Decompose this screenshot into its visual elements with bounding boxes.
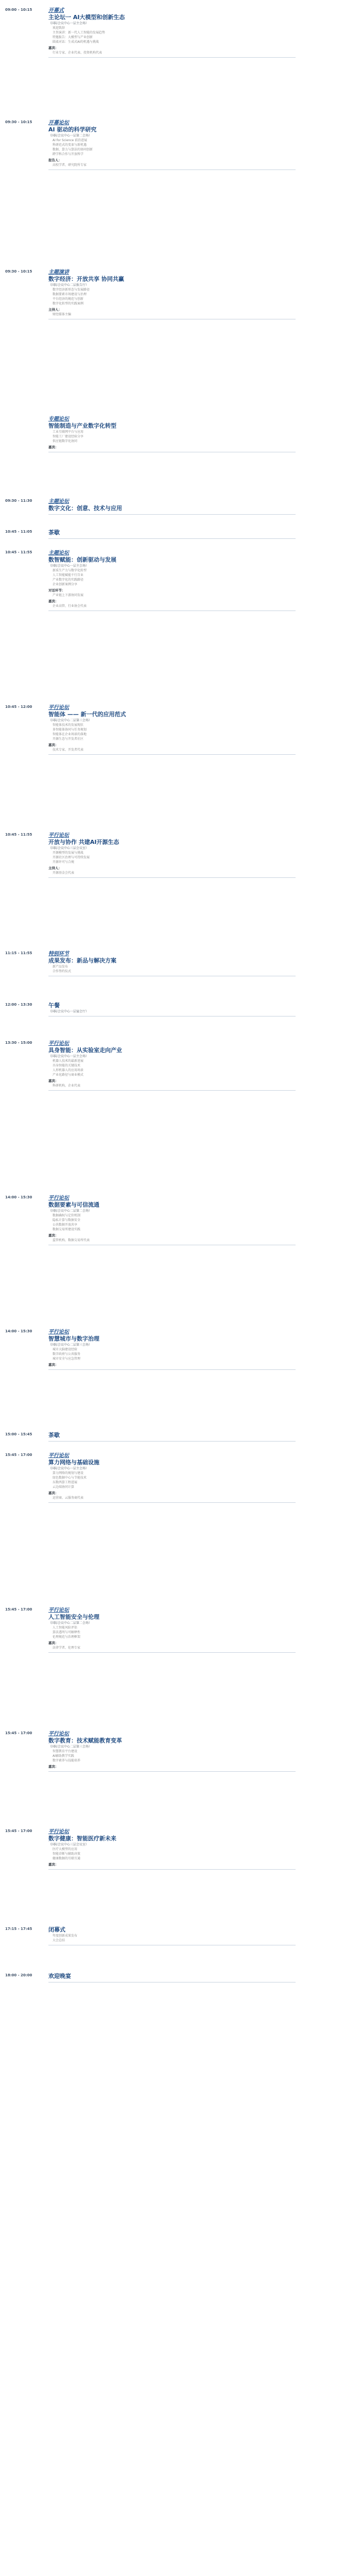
- session-line: 年度创新成果发布: [53, 1934, 78, 1938]
- session-line: 东数西算工程进展: [53, 1481, 78, 1484]
- session-tag: 平行论坛: [48, 833, 69, 838]
- session-line: 具身智能的关键技术: [53, 1064, 81, 1067]
- session-label: 嘉宾：: [48, 46, 59, 50]
- agenda-session: [0, 7, 345, 120]
- session-title: 数据要素与可信流通: [48, 1201, 99, 1208]
- agenda-session: [0, 1828, 345, 1926]
- session-tag: 平行论坛: [48, 1041, 69, 1046]
- session-line: （国际会议中心三层会议室）: [48, 1843, 89, 1846]
- session-line: （国际会议中心二层第三会场）: [48, 1745, 92, 1749]
- session-line: 云边端协同计算: [53, 1485, 75, 1489]
- session-label: 嘉宾：: [48, 1233, 59, 1238]
- session-time: 15:45 - 17:00: [5, 1453, 32, 1457]
- session-line: （国际会议中心一层宴会厅）: [48, 1010, 89, 1013]
- session-tag: 平行论坛: [48, 1607, 69, 1613]
- session-line: 隐私计算与数据安全: [53, 1218, 81, 1222]
- session-divider: [48, 514, 296, 515]
- session-line: （国际会议中心一层主会场）: [48, 1055, 89, 1058]
- session-time: 09:30 - 10:15: [5, 120, 32, 124]
- session-time: 14:00 - 15:30: [5, 1329, 32, 1333]
- session-line: 企业创新案例分享: [53, 583, 78, 586]
- session-time: 17:15 - 17:45: [5, 1927, 32, 1931]
- session-line: 数据交易所建设实践: [53, 1228, 81, 1231]
- session-tag: 特别环节: [48, 951, 69, 957]
- session-tag: 平行论坛: [48, 1453, 69, 1459]
- session-line: 数据、算力与算法的协同创新: [53, 148, 93, 151]
- session-line: 医疗大模型的应用: [53, 1848, 78, 1851]
- session-line: 高校学者、研究院所专家: [53, 163, 87, 167]
- session-line: 开源生态与开发者社区: [53, 737, 84, 741]
- session-line: 新产品发布: [53, 965, 68, 969]
- session-line: 智能体在企业场景的落地: [53, 733, 87, 736]
- session-line: 工业互联网平台与应用: [53, 430, 84, 434]
- session-line: 产业数字化的实践路径: [53, 578, 84, 582]
- session-line: 运营商、云服务商代表: [53, 1496, 84, 1500]
- session-time: 09:30 - 10:15: [5, 269, 32, 274]
- session-tag: 开幕式: [48, 8, 64, 13]
- session-tag: 平行论坛: [48, 1731, 69, 1737]
- session-title: 智能制造与产业数字化转型: [48, 422, 116, 429]
- session-line: 开源社区治理与可持续发展: [53, 856, 90, 859]
- agenda-session: [0, 1040, 345, 1195]
- agenda-session: [0, 1452, 345, 1607]
- session-time: 15:45 - 17:00: [5, 1829, 32, 1833]
- session-line: 人工智能赋能千行百业: [53, 573, 84, 577]
- session-line: 公共数据开放共享: [53, 1223, 78, 1227]
- session-line: 健康数据的互联互通: [53, 1857, 81, 1860]
- session-line: 企业高管、行业协会代表: [53, 604, 87, 608]
- session-line: （国际会议中心一层第二会场）: [48, 134, 92, 138]
- session-line: 算力网络的规划与建设: [53, 1471, 84, 1475]
- session-line: 城市安全与应急管理: [53, 1357, 81, 1361]
- session-line: 产业链上下游协同发展: [53, 594, 84, 597]
- session-title: 数字教育：技术赋能教育变革: [48, 1737, 122, 1744]
- session-line: 欢迎致辞: [53, 26, 65, 30]
- session-divider: [48, 1502, 296, 1503]
- session-line: 平台经济的规范与创新: [53, 297, 84, 301]
- session-tag: 平行论坛: [48, 705, 69, 710]
- session-line: 数字政府与公共服务: [53, 1352, 81, 1356]
- session-line: 技术专家、开发者代表: [53, 748, 84, 752]
- session-line: 绿色数据中心与节能技术: [53, 1476, 87, 1480]
- session-line: 城市大脑建设经验: [53, 1348, 78, 1351]
- session-line: （国际会议中心三层会议室）: [48, 846, 89, 850]
- session-title: 数字文化：创意、技术与应用: [48, 505, 122, 512]
- session-line: 智能工厂建设经验分享: [53, 435, 84, 438]
- session-line: 科研范式的变革与新机遇: [53, 143, 87, 147]
- session-tag: 专题论坛: [48, 416, 69, 422]
- session-line: 数据确权与定价机制: [53, 1214, 81, 1217]
- agenda-session: [0, 550, 345, 704]
- session-line: （国际会议中心二层报告厅）: [48, 283, 89, 287]
- agenda-session: [0, 704, 345, 832]
- session-label: 嘉宾：: [48, 743, 59, 747]
- session-label: 主持人：: [48, 308, 62, 312]
- session-title: 智能体 —— 新一代的应用范式: [48, 711, 126, 718]
- agenda-list: [0, 7, 345, 2004]
- session-time: 10:45 - 11:05: [5, 530, 32, 534]
- session-time: 15:45 - 17:00: [5, 1607, 32, 1612]
- session-divider: [48, 1090, 296, 1091]
- agenda-session: [0, 832, 345, 951]
- session-label: 主持人：: [48, 866, 62, 870]
- session-line: 行业专家、企业代表、投资机构代表: [53, 51, 102, 55]
- session-line: 算法透明与可解释性: [53, 1631, 81, 1634]
- session-line: AI for Science 前沿进展: [53, 139, 88, 142]
- session-line: （国际会议中心二层第二会场）: [48, 1621, 92, 1625]
- session-title: 智慧城市与数字治理: [48, 1335, 99, 1342]
- session-line: 数字经济新形态与发展路径: [53, 288, 90, 292]
- session-line: 数字化转型的实践案例: [53, 302, 84, 306]
- session-title: AI 驱动的科学研究: [48, 126, 97, 133]
- session-time: 15:45 - 17:00: [5, 1731, 32, 1735]
- session-label: 报告人：: [48, 158, 62, 162]
- session-time: 15:00 - 15:45: [5, 1432, 32, 1436]
- session-label: 嘉宾：: [48, 445, 59, 449]
- agenda-session: [0, 498, 345, 529]
- session-tag: 平行论坛: [48, 1829, 69, 1835]
- session-line: 特邀报告：大模型与产业创新: [53, 36, 93, 39]
- agenda-session: [0, 951, 345, 1002]
- session-line: 人形机器人的应用场景: [53, 1069, 84, 1072]
- session-label: 嘉宾：: [48, 1862, 59, 1867]
- session-tag: 平行论坛: [48, 1195, 69, 1201]
- session-time: 13:30 - 15:00: [5, 1041, 32, 1045]
- session-line: 智慧教育平台建设: [53, 1750, 78, 1753]
- session-tag: 主题演讲: [48, 269, 69, 275]
- session-line: 开源基金会代表: [53, 871, 75, 875]
- session-tag: 主题论坛: [48, 550, 69, 556]
- session-line: 开源模型的发展与挑战: [53, 851, 84, 855]
- session-line: 主旨演讲：新一代人工智能的发展趋势: [53, 31, 106, 35]
- session-line: 智能诊断与辅助决策: [53, 1852, 81, 1856]
- session-time: 12:00 - 13:30: [5, 1003, 32, 1007]
- session-time: 10:45 - 11:55: [5, 833, 32, 837]
- session-time: 09:30 - 11:30: [5, 499, 32, 503]
- agenda-session: [0, 120, 345, 269]
- session-tag: 开幕论坛: [48, 120, 69, 126]
- session-title: 茶歇: [48, 1432, 60, 1438]
- agenda-session: [0, 529, 345, 550]
- session-divider: [48, 1869, 296, 1870]
- agenda-session: [0, 1926, 345, 1973]
- agenda-session: [0, 1432, 345, 1452]
- session-tag: 平行论坛: [48, 1329, 69, 1335]
- session-tag: 主题论坛: [48, 499, 69, 504]
- session-line: 大会总结: [53, 1939, 65, 1942]
- session-line: 合作签约仪式: [53, 970, 72, 973]
- session-line: 财经媒体主编: [53, 313, 72, 316]
- session-line: 科研机构、企业代表: [53, 1084, 81, 1088]
- session-line: （国际会议中心一层主会场）: [48, 1467, 89, 1470]
- agenda-session: [0, 1607, 345, 1731]
- agenda-session: [0, 269, 345, 416]
- session-label: 嘉宾：: [48, 1079, 59, 1083]
- session-line: 供应链数字化协同: [53, 439, 78, 443]
- session-time: 18:00 - 20:00: [5, 1973, 32, 1977]
- agenda-session: [0, 416, 345, 498]
- session-line: （国际会议中心一层主会场）: [48, 564, 89, 568]
- session-line: （国际会议中心一层主会场）: [48, 22, 89, 25]
- session-label: 嘉宾：: [48, 1491, 59, 1495]
- session-label: 嘉宾：: [48, 1641, 59, 1645]
- session-line: 圆桌对话：生成式AI的机遇与挑战: [53, 40, 99, 44]
- session-title: 人工智能安全与伦理: [48, 1614, 99, 1620]
- session-line: 跨学科合作与开放科学: [53, 152, 84, 156]
- session-title: 数字经济：开放共享 协同共赢: [48, 276, 124, 282]
- session-line: 多智能体协同与任务规划: [53, 728, 87, 732]
- session-line: 开源许可与合规: [53, 860, 75, 864]
- session-label: 对话环节：: [48, 588, 65, 592]
- agenda-session: [0, 1973, 345, 2004]
- session-title: 算力网络与基础设施: [48, 1459, 99, 1466]
- session-line: 伦理规范与治理框架: [53, 1635, 81, 1639]
- session-line: 数字素养与技能培养: [53, 1759, 81, 1762]
- agenda-session: [0, 1731, 345, 1828]
- session-divider: [48, 754, 296, 755]
- session-time: 14:00 - 15:30: [5, 1195, 32, 1199]
- session-line: 智能体技术的发展现状: [53, 723, 84, 727]
- session-title: 数智赋能：创新驱动与发展: [48, 556, 116, 563]
- session-line: 数据要素市场建设与治理: [53, 293, 87, 296]
- session-title: 具身智能：从实验室走向产业: [48, 1047, 122, 1054]
- session-time: 09:00 - 10:15: [5, 8, 32, 12]
- session-time: 10:45 - 12:00: [5, 705, 32, 709]
- session-title: 开放与协作 共建AI开源生态: [48, 839, 119, 845]
- session-line: （国际会议中心二层第三会场）: [48, 1343, 92, 1347]
- session-title: 主论坛一 AI大模型和创新生态: [48, 14, 125, 21]
- session-title: 午餐: [48, 1002, 60, 1009]
- session-divider: [48, 877, 296, 878]
- session-title: 成果发布：新品与解决方案: [48, 957, 116, 964]
- session-line: 监管机构、数据交易所代表: [53, 1239, 90, 1242]
- agenda-session: [0, 1002, 345, 1040]
- session-line: 新质生产力与数字化转型: [53, 569, 87, 572]
- session-time: 11:15 - 11:55: [5, 951, 32, 955]
- session-title: 欢迎晚宴: [48, 1973, 71, 1979]
- session-divider: [48, 1441, 296, 1442]
- session-divider: [48, 1652, 296, 1653]
- session-line: （国际会议中心二层第二会场）: [48, 1209, 92, 1213]
- session-time: 10:45 - 11:55: [5, 550, 32, 554]
- session-label: 嘉宾：: [48, 599, 59, 603]
- session-divider: [48, 538, 296, 539]
- session-label: 嘉宾：: [48, 1765, 59, 1769]
- session-line: 机器人技术的最新进展: [53, 1059, 84, 1063]
- session-line: 法律学者、伦理专家: [53, 1646, 81, 1650]
- session-divider: [48, 1369, 296, 1370]
- session-line: 人工智能风险评估: [53, 1626, 78, 1630]
- session-line: AI辅助教学实践: [53, 1754, 74, 1758]
- session-divider: [48, 57, 296, 58]
- session-title: 闭幕式: [48, 1926, 65, 1933]
- session-label: 嘉宾：: [48, 1363, 59, 1367]
- agenda-session: [0, 1329, 345, 1432]
- session-line: （国际会议中心二层第三会场）: [48, 719, 92, 722]
- session-title: 数字健康：智能医疗新未来: [48, 1835, 116, 1842]
- session-title: 茶歇: [48, 529, 60, 536]
- session-line: 产业化路径与商业模式: [53, 1073, 84, 1077]
- agenda-session: [0, 1195, 345, 1329]
- session-divider: [48, 1771, 296, 1772]
